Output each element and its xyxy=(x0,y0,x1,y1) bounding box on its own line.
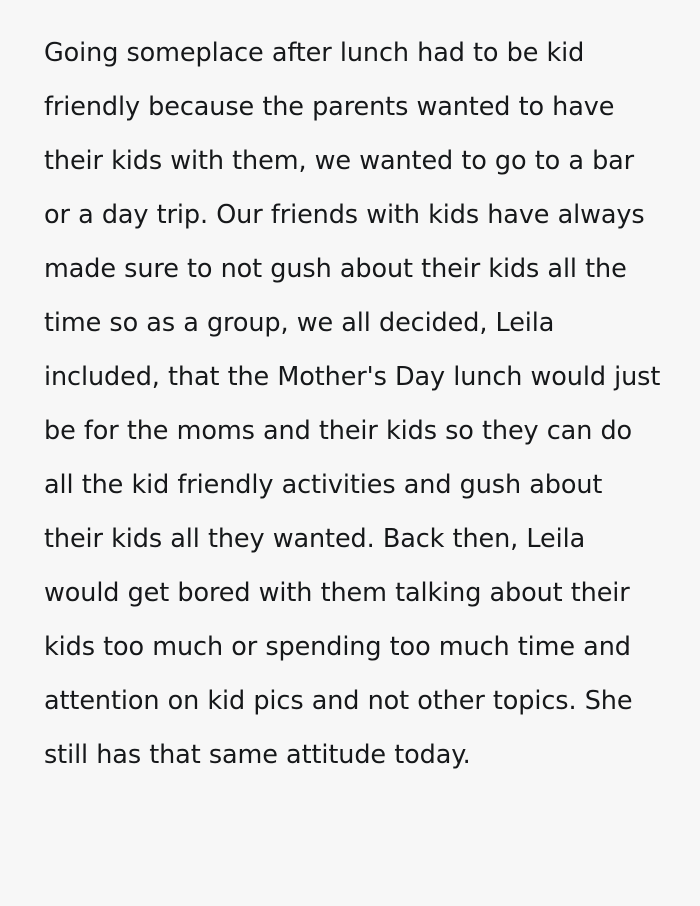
body-paragraph: Going someplace after lunch had to be kid friendly because the parents wanted to have their kids with them, we wanted to go to a bar or a day trip. Our friends with kids have always made sure to not gush about their kids all the time so as a group, we all decided, Leila included, that the Mother's Day lunch would just be for the moms and their kids so they can do all the kid friendly activities and gush about their kids all they wanted. Back then, Leila would get bored with them talking about their kids too much or spending too much time and attention on kid pics and not other topics. She still has that same attitude today. xyxy=(44,38,669,770)
